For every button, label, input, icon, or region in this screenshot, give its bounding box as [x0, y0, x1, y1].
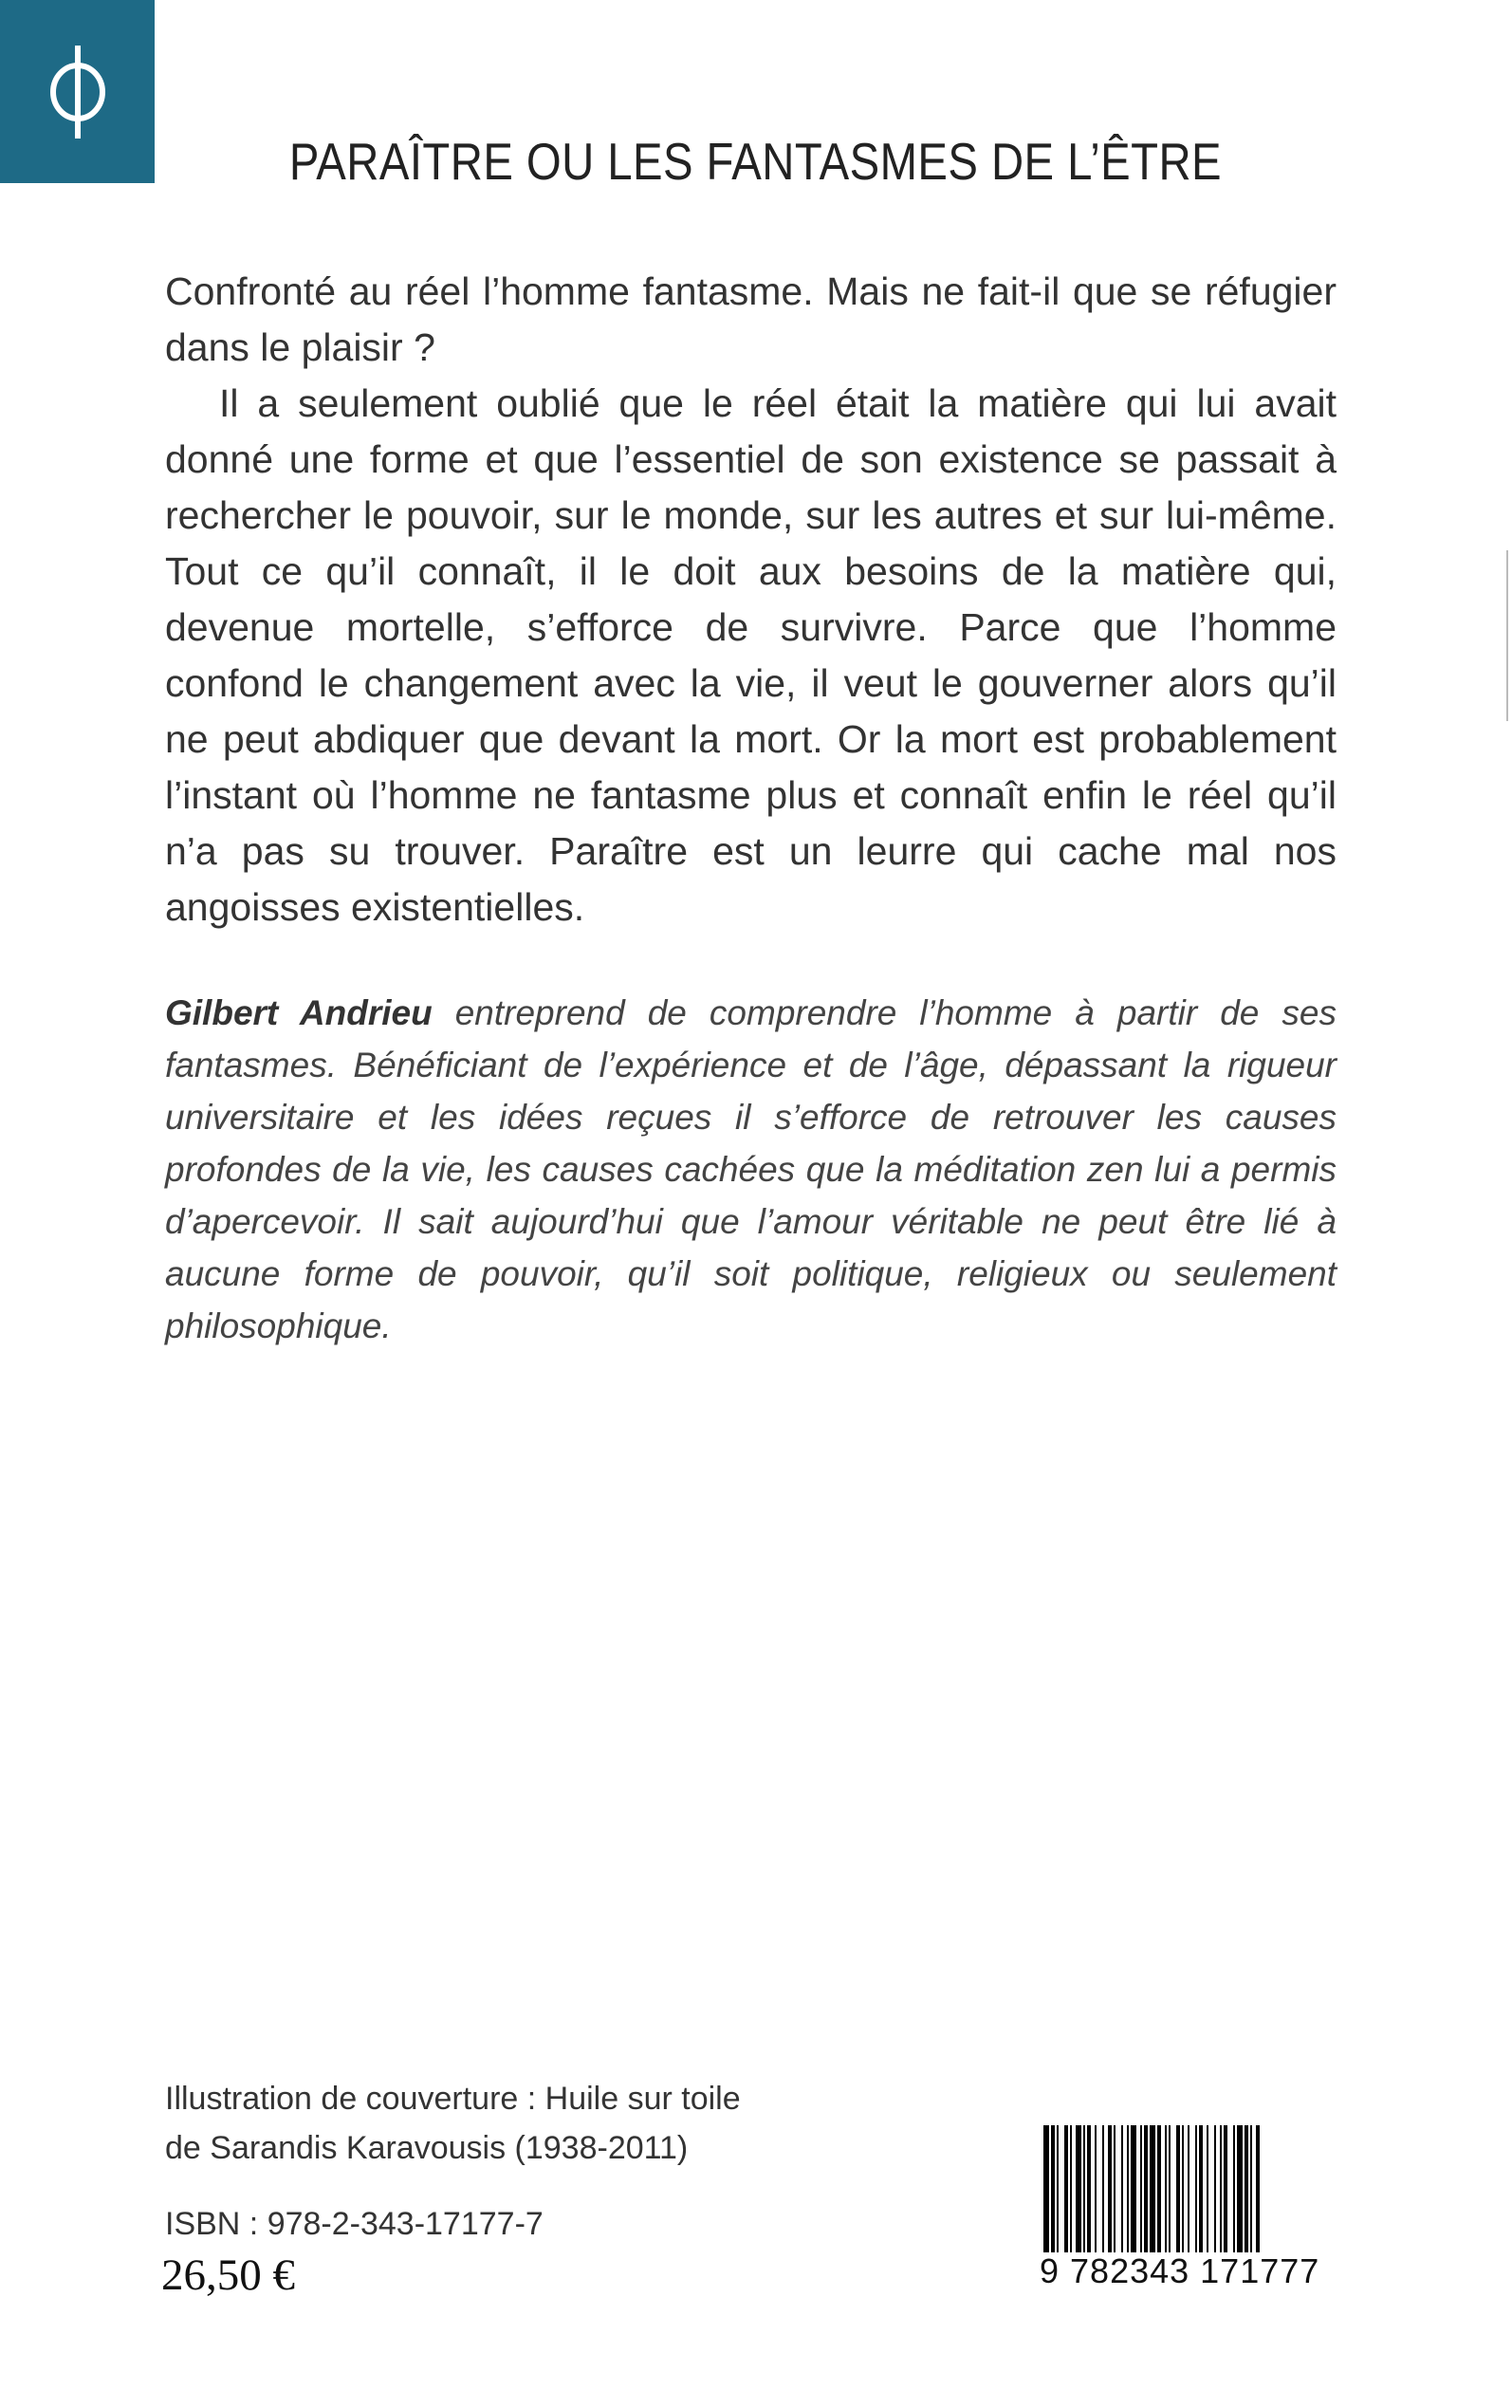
synopsis	[165, 264, 1337, 935]
trim-mark	[1506, 550, 1508, 721]
cover-credit	[165, 2074, 741, 2173]
isbn: ISBN : 978-2-343-17177-7	[165, 2206, 544, 2242]
synopsis-paragraph-1: Confronté au réel l’homme fantasme. Mais ne fait-il que se réfugier dans le plaisir ?	[165, 269, 1337, 369]
author-blurb-text: entreprend de comprendre l’homme à partir de ses fantasmes. Bénéficiant de l’expérience et de l’âge, dépassant la rigueur universitaire et les idées reçues il s’efforce de retrouver les causes profondes de la vie, les causes cachées que la méditation zen lui a permis d’apercevoir. Il sait aujourd’hui que l’amour véritable ne peut être lié à aucune forme de pouvoir, qu’il soit politique, religieux ou seulement philosophique.	[165, 993, 1337, 1345]
author-name: Gilbert Andrieu	[165, 993, 433, 1032]
phi-logo-icon	[40, 40, 116, 144]
synopsis-paragraph-2: Il a seulement oublié que le réel était la matière qui lui avait donné une forme et que l’essentiel de son existence se passait à rechercher le pouvoir, sur le monde, sur les autres et sur lui-même. Tout ce qu’il connaît, il le doit aux besoins de la matière qui, devenue mortelle, s’efforce de survivre. Parce que l’homme confond le changement avec la vie, il veut le gouverner alors qu’il ne peut abdiquer que devant la mort. Or la mort est probablement l’instant où l’homme ne fantasme plus et connaît enfin le réel qu’il n’a pas su trouver. Paraître est un leurre qui cache mal nos angoisses existentielles.	[165, 381, 1337, 929]
author-blurb	[165, 987, 1337, 1352]
cover-credit-line-1: Illustration de couverture : Huile sur toile	[165, 2081, 741, 2117]
book-title: PARAÎTRE OU LES FANTASMES DE L’ÊTRE	[288, 132, 1223, 191]
barcode-digits: 9 782343 171777	[1040, 2252, 1343, 2290]
cover-credit-line-2: de Sarandis Karavousis (1938-2011)	[165, 2130, 689, 2166]
price: 26,50 €	[161, 2251, 295, 2300]
